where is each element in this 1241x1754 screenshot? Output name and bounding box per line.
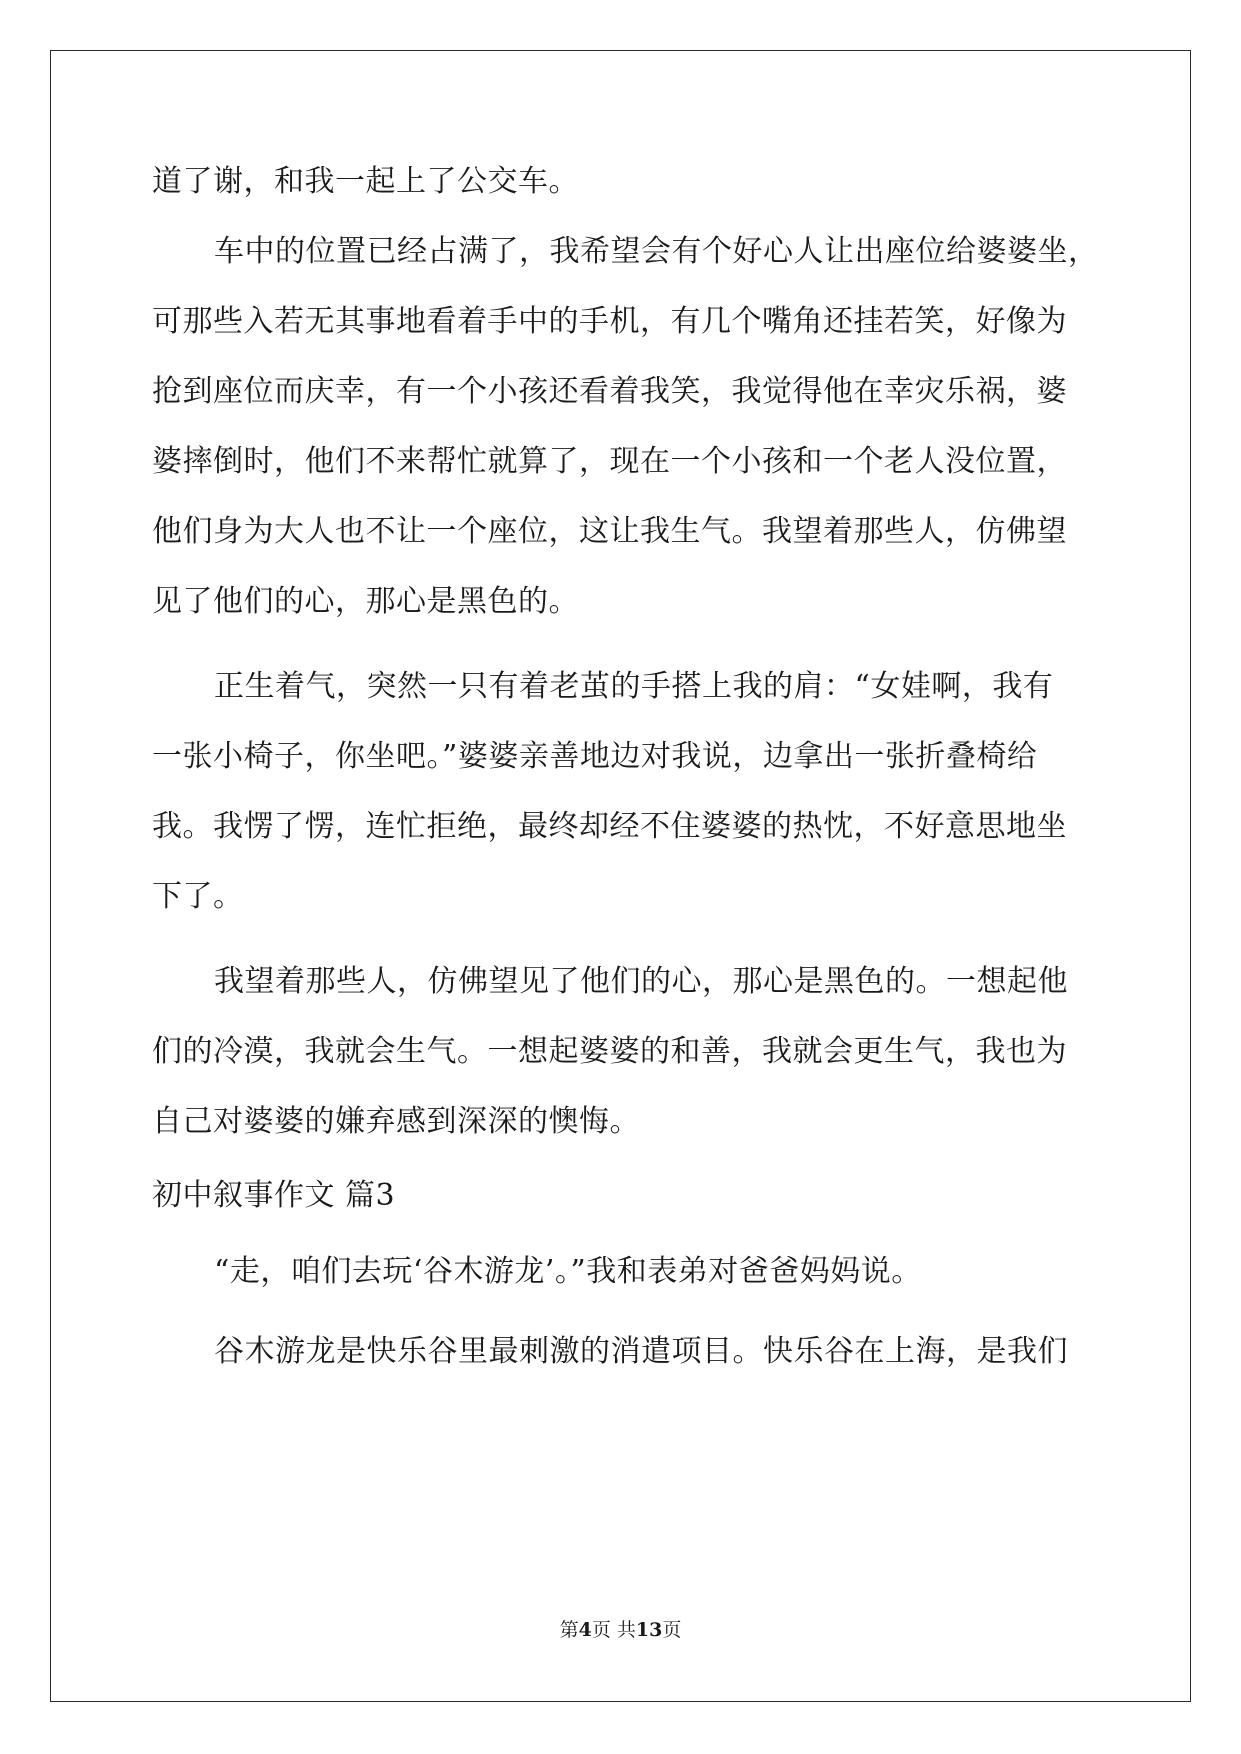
text-line: 谷木游龙是快乐谷里最刺激的消遣项目。快乐谷在上海，是我们: [214, 1334, 1068, 1369]
text-line: 可那些入若无其事地看着手中的手机，有几个嘴角还挂若笑，好像为: [152, 304, 1067, 339]
page-border: [50, 50, 1191, 1702]
total-page-count: 13: [635, 1619, 663, 1641]
text-line: 他们身为大人也不让一个座位，这让我生气。我望着那些人，仿佛望: [152, 514, 1067, 549]
text-line: 抢到座位而庆幸，有一个小孩还看着我笑，我觉得他在幸灾乐祸，婆: [152, 374, 1067, 409]
text-line: 正生着气，突然一只有着老茧的手搭上我的肩：“女娃啊，我有: [214, 669, 1054, 704]
text-line: 一张小椅子，你坐吧。”婆婆亲善地边对我说，边拿出一张折叠椅给: [152, 739, 1038, 774]
text-line: 车中的位置已经占满了，我希望会有个好心人让出座位给婆婆坐，: [214, 234, 1099, 269]
text-line: “走，咱们去玩‘谷木游龙’。”我和表弟对爸爸妈妈说。: [214, 1254, 922, 1289]
text-line: 们的冷漠，我就会生气。一想起婆婆的和善，我就会更生气，我也为: [152, 1034, 1067, 1069]
section-heading: 初中叙事作文 篇3: [152, 1178, 396, 1213]
page-number-footer: [0, 1618, 1241, 1642]
footer-suffix: 页: [662, 1619, 682, 1641]
text-line: 下了。: [152, 879, 244, 914]
text-line: 我望着那些人，仿佛望见了他们的心，那心是黑色的。一想起他: [214, 964, 1068, 999]
text-line: 自己对婆婆的嫌弃感到深深的懊悔。: [152, 1104, 640, 1139]
text-line: 我。我愣了愣，连忙拒绝，最终却经不住婆婆的热忱，不好意思地坐: [152, 809, 1067, 844]
footer-prefix: 第: [559, 1619, 579, 1641]
text-line: 见了他们的心，那心是黑色的。: [152, 584, 579, 619]
current-page-number: 4: [578, 1619, 592, 1641]
text-line: 婆摔倒时，他们不来帮忙就算了，现在一个小孩和一个老人没位置，: [152, 444, 1067, 479]
footer-mid: 页 共: [591, 1619, 636, 1641]
text-line: 道了谢，和我一起上了公交车。: [152, 164, 579, 199]
